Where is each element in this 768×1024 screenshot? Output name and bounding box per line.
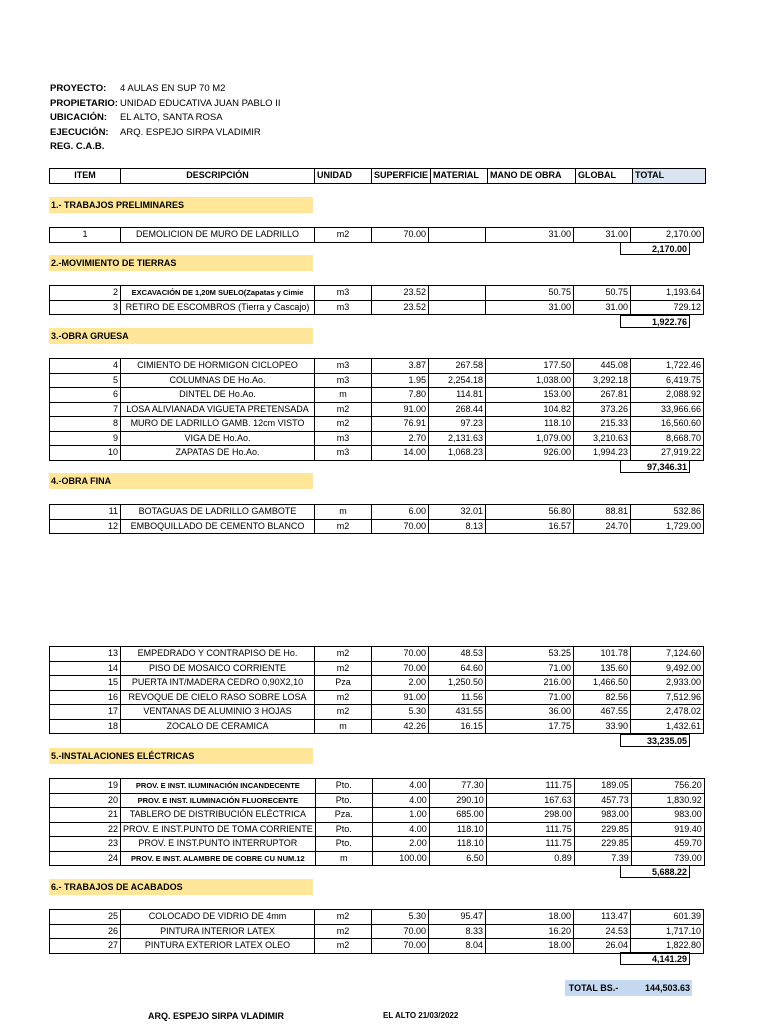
mano-obra-cell: 0.89 [486, 851, 574, 866]
material-cell: 1,250.50 [429, 676, 486, 691]
item-cell: 22 [50, 822, 121, 837]
section-title: 3.-OBRA GRUESA [49, 328, 313, 344]
project-info [50, 82, 280, 155]
global-cell: 373.26 [574, 402, 631, 417]
item-cell: 4 [50, 359, 121, 374]
section-subtotal: 4,141.29 [620, 952, 690, 965]
superficie-cell: 70.00 [372, 647, 429, 662]
material-cell: 2,131.63 [429, 431, 486, 446]
description-cell: RETIRO DE ESCOMBROS (Tierra y Cascajo) [121, 300, 315, 315]
material-cell: 97.23 [429, 417, 486, 432]
item-cell: 16 [50, 690, 121, 705]
section-title: 4.-OBRA FINA [49, 473, 313, 489]
global-cell: 33.90 [574, 719, 631, 734]
mano-obra-cell: 71.00 [486, 661, 574, 676]
ejecucion-value: ARQ. ESPEJO SIRPA VLADIMIR [120, 126, 261, 138]
ubicacion-value: EL ALTO, SANTA ROSA [120, 112, 223, 123]
superficie-cell: 6.00 [372, 505, 429, 520]
footer-date: EL ALTO 21/03/2022 [383, 1011, 459, 1020]
global-cell: 983.00 [574, 808, 631, 823]
item-cell: 24 [50, 851, 121, 866]
item-cell: 8 [50, 417, 121, 432]
item-cell: 2 [50, 286, 121, 301]
header-row [50, 169, 706, 184]
global-cell: 24.53 [574, 924, 631, 939]
total-cell: 2,170.00 [631, 228, 704, 243]
description-cell: PROV. E INST.PUNTO DE TOMA CORRIENTE [121, 822, 316, 837]
unit-cell: m2 [315, 939, 372, 954]
global-cell: 88.81 [574, 505, 631, 520]
superficie-cell: 70.00 [372, 924, 429, 939]
items-table [49, 285, 704, 315]
description-cell: PUERTA INT/MADERA CEDRO 0,90X2,10 [121, 676, 315, 691]
superficie-cell: 4.00 [372, 822, 429, 837]
description-cell: LOSA ALIVIANADA VIGUETA PRETENSADA [121, 402, 315, 417]
superficie-cell: 5.30 [372, 705, 429, 720]
material-cell: 290.10 [429, 793, 486, 808]
mano-obra-cell: 16.57 [486, 519, 574, 534]
global-cell: 26.04 [574, 939, 631, 954]
mano-obra-cell: 104.82 [486, 402, 574, 417]
description-cell: DINTEL DE Ho.Ao. [121, 388, 315, 403]
unit-cell: m2 [315, 705, 372, 720]
superficie-cell: 2.00 [372, 837, 429, 852]
description-cell: PINTURA INTERIOR LATEX [121, 924, 315, 939]
material-cell: 118.10 [429, 822, 486, 837]
mano-obra-cell: 216.00 [486, 676, 574, 691]
section-subtotal: 2,170.00 [620, 242, 690, 255]
item-cell: 18 [50, 719, 121, 734]
superficie-cell: 1.95 [372, 373, 429, 388]
col-item: ITEM [50, 169, 121, 184]
item-cell: 26 [50, 924, 121, 939]
mano-obra-cell: 53.25 [486, 647, 574, 662]
unit-cell: m2 [315, 910, 372, 925]
global-cell: 31.00 [574, 228, 631, 243]
description-cell: ZOCALO DE CERAMICA [121, 719, 315, 734]
mano-obra-cell: 31.00 [486, 228, 574, 243]
description-cell: DEMOLICION DE MURO DE LADRILLO [121, 228, 315, 243]
material-cell: 77.30 [429, 779, 486, 794]
table-row [50, 373, 704, 388]
table-row [50, 446, 704, 461]
global-cell: 3,292.18 [574, 373, 631, 388]
unit-cell: m3 [315, 431, 372, 446]
global-cell: 31.00 [574, 300, 631, 315]
item-cell: 14 [50, 661, 121, 676]
material-cell: 64.60 [429, 661, 486, 676]
superficie-cell: 7.80 [372, 388, 429, 403]
table-row [50, 505, 704, 520]
total-cell: 1,432.61 [631, 719, 704, 734]
unit-cell: m2 [315, 924, 372, 939]
total-cell: 919.40 [631, 822, 704, 837]
table-row [50, 647, 704, 662]
global-cell: 457.73 [574, 793, 631, 808]
item-cell: 1 [50, 228, 121, 243]
propietario-label: PROPIETARIO: [50, 97, 118, 109]
unit-cell: m2 [315, 228, 372, 243]
total-cell: 459.70 [631, 837, 704, 852]
item-cell: 12 [50, 519, 121, 534]
item-cell: 3 [50, 300, 121, 315]
mano-obra-cell: 167.63 [486, 793, 574, 808]
total-cell: 2,478.02 [631, 705, 704, 720]
total-cell: 1,193.64 [631, 286, 704, 301]
mano-obra-cell: 1,038.00 [486, 373, 574, 388]
material-cell: 95.47 [429, 910, 486, 925]
table-row [50, 822, 705, 837]
item-cell: 23 [50, 837, 121, 852]
item-cell: 9 [50, 431, 121, 446]
proyecto-value: 4 AULAS EN SUP 70 M2 [120, 83, 226, 94]
total-cell: 27,919.22 [631, 446, 704, 461]
item-cell: 11 [50, 505, 121, 520]
item-cell: 10 [50, 446, 121, 461]
global-cell: 467.55 [574, 705, 631, 720]
item-cell: 17 [50, 705, 121, 720]
total-cell: 9,492.00 [631, 661, 704, 676]
unit-cell: m3 [315, 359, 372, 374]
material-cell: 1,068.23 [429, 446, 486, 461]
unit-cell: m [315, 505, 372, 520]
description-cell: EMBOQUILLADO DE CEMENTO BLANCO [121, 519, 315, 534]
mano-obra-cell: 16.20 [486, 924, 574, 939]
material-cell [429, 228, 486, 243]
mano-obra-cell: 18.00 [486, 939, 574, 954]
items-table [49, 646, 704, 734]
total-cell: 2,088.92 [631, 388, 704, 403]
global-cell: 50.75 [574, 286, 631, 301]
superficie-cell: 23.52 [372, 286, 429, 301]
col-total: TOTAL [633, 169, 706, 184]
total-cell: 7,124.60 [631, 647, 704, 662]
material-cell: 118.10 [429, 837, 486, 852]
superficie-cell: 42.26 [372, 719, 429, 734]
section-subtotal: 1,922.76 [620, 315, 690, 328]
global-cell: 101.78 [574, 647, 631, 662]
item-cell: 20 [50, 793, 121, 808]
items-table [49, 227, 704, 243]
section-title: 5.-INSTALACIONES ELÉCTRICAS [49, 748, 313, 764]
table-row [50, 690, 704, 705]
table-row [50, 519, 704, 534]
description-cell: BOTAGUAS DE LADRILLO GAMBOTE [121, 505, 315, 520]
ubicacion-label: UBICACIÓN: [50, 112, 107, 123]
unit-cell: m2 [315, 661, 372, 676]
superficie-cell: 100.00 [372, 851, 429, 866]
total-cell: 2,933.00 [631, 676, 704, 691]
table-row [50, 402, 704, 417]
material-cell [429, 300, 486, 315]
material-cell: 431.55 [429, 705, 486, 720]
unit-cell: m3 [315, 286, 372, 301]
table-row [50, 286, 704, 301]
total-cell: 6,419.75 [631, 373, 704, 388]
table-row [50, 676, 704, 691]
description-cell: EXCAVACIÓN DE 1,20M SUELO(Zapatas y Cimie [121, 286, 315, 301]
table-row [50, 228, 704, 243]
items-table [49, 909, 704, 954]
item-cell: 21 [50, 808, 121, 823]
superficie-cell: 2.00 [372, 676, 429, 691]
material-cell: 32.01 [429, 505, 486, 520]
total-cell: 601.39 [631, 910, 704, 925]
unit-cell: Pto. [315, 779, 372, 794]
description-cell: EMPEDRADO Y CONTRAPISO DE Ho. [121, 647, 315, 662]
global-cell: 3,210.63 [574, 431, 631, 446]
table-row [50, 705, 704, 720]
superficie-cell: 5.30 [372, 910, 429, 925]
table-row [50, 939, 704, 954]
total-cell: 1,729.00 [631, 519, 704, 534]
item-cell: 25 [50, 910, 121, 925]
total-cell: 739.00 [631, 851, 704, 866]
material-cell: 8.04 [429, 939, 486, 954]
description-cell: VIGA DE Ho.Ao. [121, 431, 315, 446]
unit-cell: m [315, 388, 372, 403]
description-cell: COLOCADO DE VIDRIO DE 4mm [121, 910, 315, 925]
table-row [50, 837, 705, 852]
global-cell: 229.85 [574, 837, 631, 852]
unit-cell: Pto. [315, 793, 372, 808]
total-cell: 983.00 [631, 808, 704, 823]
item-cell: 13 [50, 647, 121, 662]
unit-cell: Pza [315, 676, 372, 691]
superficie-cell: 70.00 [372, 939, 429, 954]
item-cell: 15 [50, 676, 121, 691]
mano-obra-cell: 118.10 [486, 417, 574, 432]
unit-cell: m2 [315, 690, 372, 705]
ejecucion-label: EJECUCIÓN: [50, 126, 109, 138]
header-table [49, 168, 706, 184]
description-cell: TABLERO DE DISTRIBUCIÓN ELÉCTRICA [121, 808, 316, 823]
superficie-cell: 70.00 [372, 661, 429, 676]
total-cell: 729.12 [631, 300, 704, 315]
global-cell: 113.47 [574, 910, 631, 925]
unit-cell: m [315, 851, 372, 866]
items-table [49, 504, 704, 534]
unit-cell: m [315, 719, 372, 734]
superficie-cell: 23.52 [372, 300, 429, 315]
item-cell: 5 [50, 373, 121, 388]
mano-obra-cell: 111.75 [486, 822, 574, 837]
global-cell: 24.70 [574, 519, 631, 534]
global-cell: 229.85 [574, 822, 631, 837]
material-cell: 8.13 [429, 519, 486, 534]
col-descripcion: DESCRIPCIÓN [121, 169, 315, 184]
global-cell: 445.08 [574, 359, 631, 374]
superficie-cell: 4.00 [372, 793, 429, 808]
total-cell: 16,560.60 [631, 417, 704, 432]
mano-obra-cell: 298.00 [486, 808, 574, 823]
description-cell: VENTANAS DE ALUMINIO 3 HOJAS [121, 705, 315, 720]
material-cell: 8.33 [429, 924, 486, 939]
footer-signature: ARQ. ESPEJO SIRPA VLADIMIR [148, 1011, 285, 1021]
table-row [50, 431, 704, 446]
unit-cell: Pto. [315, 822, 372, 837]
table-row [50, 851, 705, 866]
superficie-cell: 1.00 [372, 808, 429, 823]
unit-cell: m3 [315, 300, 372, 315]
col-unidad: UNIDAD [315, 169, 372, 184]
superficie-cell: 2.70 [372, 431, 429, 446]
total-cell: 756.20 [631, 779, 704, 794]
section-subtotal: 5,688.22 [620, 865, 690, 878]
description-cell: ZAPATAS DE Ho.Ao. [121, 446, 315, 461]
table-row [50, 793, 705, 808]
unit-cell: m2 [315, 519, 372, 534]
grand-total-label: TOTAL BS.- [565, 980, 622, 996]
global-cell: 7.39 [574, 851, 631, 866]
unit-cell: m3 [315, 446, 372, 461]
superficie-cell: 70.00 [372, 519, 429, 534]
grand-total-value: 144,503.63 [622, 980, 692, 996]
item-cell: 19 [50, 779, 121, 794]
mano-obra-cell: 71.00 [486, 690, 574, 705]
total-cell: 1,722.46 [631, 359, 704, 374]
material-cell: 268.44 [429, 402, 486, 417]
table-row [50, 417, 704, 432]
global-cell: 267.81 [574, 388, 631, 403]
global-cell: 189.05 [574, 779, 631, 794]
description-cell: PISO DE MOSAICO CORRIENTE [121, 661, 315, 676]
section-title: 6.- TRABAJOS DE ACABADOS [49, 879, 313, 895]
section-subtotal: 97,346.31 [620, 460, 690, 473]
superficie-cell: 4.00 [372, 779, 429, 794]
superficie-cell: 70.00 [372, 228, 429, 243]
mano-obra-cell: 17.75 [486, 719, 574, 734]
col-global: GLOBAL [576, 169, 633, 184]
unit-cell: m3 [315, 373, 372, 388]
mano-obra-cell: 50.75 [486, 286, 574, 301]
unit-cell: Pza. [315, 808, 372, 823]
global-cell: 1,994.23 [574, 446, 631, 461]
unit-cell: m2 [315, 417, 372, 432]
section-title: 2.-MOVIMIENTO DE TIERRAS [49, 255, 313, 271]
mano-obra-cell: 31.00 [486, 300, 574, 315]
description-cell: PINTURA EXTERIOR LATEX OLEO [121, 939, 315, 954]
global-cell: 82.56 [574, 690, 631, 705]
mano-obra-cell: 56.80 [486, 505, 574, 520]
items-table [49, 778, 705, 866]
material-cell: 6.50 [429, 851, 486, 866]
global-cell: 215.33 [574, 417, 631, 432]
total-cell: 532.86 [631, 505, 704, 520]
material-cell: 2,254.18 [429, 373, 486, 388]
mano-obra-cell: 1,079.00 [486, 431, 574, 446]
section-title: 1.- TRABAJOS PRELIMINARES [49, 197, 313, 213]
unit-cell: m2 [315, 647, 372, 662]
reg-label: REG. C.A.B. [50, 141, 105, 152]
superficie-cell: 91.00 [372, 402, 429, 417]
description-cell: PROV. E INST. ALAMBRE DE COBRE CU NUM.12 [121, 851, 316, 866]
superficie-cell: 3.87 [372, 359, 429, 374]
table-row [50, 359, 704, 374]
material-cell: 11.56 [429, 690, 486, 705]
total-cell: 1,717.10 [631, 924, 704, 939]
item-cell: 27 [50, 939, 121, 954]
proyecto-label: PROYECTO: [50, 83, 107, 94]
table-row [50, 300, 704, 315]
table-row [50, 808, 705, 823]
mano-obra-cell: 36.00 [486, 705, 574, 720]
mano-obra-cell: 18.00 [486, 910, 574, 925]
superficie-cell: 14.00 [372, 446, 429, 461]
description-cell: CIMIENTO DE HORMIGON CICLOPEO [121, 359, 315, 374]
description-cell: PROV. E INST.PUNTO INTERRUPTOR [121, 837, 316, 852]
global-cell: 135.60 [574, 661, 631, 676]
item-cell: 6 [50, 388, 121, 403]
mano-obra-cell: 926.00 [486, 446, 574, 461]
material-cell: 16.15 [429, 719, 486, 734]
col-material: MATERIAL [431, 169, 488, 184]
col-superficie: SUPERFICIE [372, 169, 431, 184]
unit-cell: m2 [315, 402, 372, 417]
material-cell: 48.53 [429, 647, 486, 662]
superficie-cell: 91.00 [372, 690, 429, 705]
table-row [50, 661, 704, 676]
table-row [50, 779, 705, 794]
table-row [50, 924, 704, 939]
mano-obra-cell: 153.00 [486, 388, 574, 403]
table-row [50, 388, 704, 403]
mano-obra-cell: 177.50 [486, 359, 574, 374]
unit-cell: Pto. [315, 837, 372, 852]
description-cell: MURO DE LADRILLO GAMB. 12cm VISTO [121, 417, 315, 432]
material-cell: 114.81 [429, 388, 486, 403]
table-row [50, 910, 704, 925]
global-cell: 1,466.50 [574, 676, 631, 691]
total-cell: 1,822.80 [631, 939, 704, 954]
propietario-value: UNIDAD EDUCATIVA JUAN PABLO II [120, 97, 281, 109]
material-cell: 685.00 [429, 808, 486, 823]
table-row [50, 719, 704, 734]
material-cell [429, 286, 486, 301]
col-mano-obra: MANO DE OBRA [488, 169, 576, 184]
description-cell: COLUMNAS DE Ho.Ao. [121, 373, 315, 388]
material-cell: 267.58 [429, 359, 486, 374]
mano-obra-cell: 111.75 [486, 837, 574, 852]
items-table [49, 358, 704, 461]
description-cell: PROV. E INST. ILUMINACIÓN FLUORECENTE [121, 793, 316, 808]
mano-obra-cell: 111.75 [486, 779, 574, 794]
item-cell: 7 [50, 402, 121, 417]
description-cell: PROV. E INST. ILUMINACIÓN INCANDECENTE [121, 779, 316, 794]
total-cell: 1,830.92 [631, 793, 704, 808]
section-subtotal: 33,235.05 [620, 734, 690, 747]
description-cell: REVOQUE DE CIELO RASO SOBRE LOSA [121, 690, 315, 705]
superficie-cell: 76.91 [372, 417, 429, 432]
total-cell: 8,668.70 [631, 431, 704, 446]
total-cell: 33,966.66 [631, 402, 704, 417]
total-cell: 7,512.96 [631, 690, 704, 705]
